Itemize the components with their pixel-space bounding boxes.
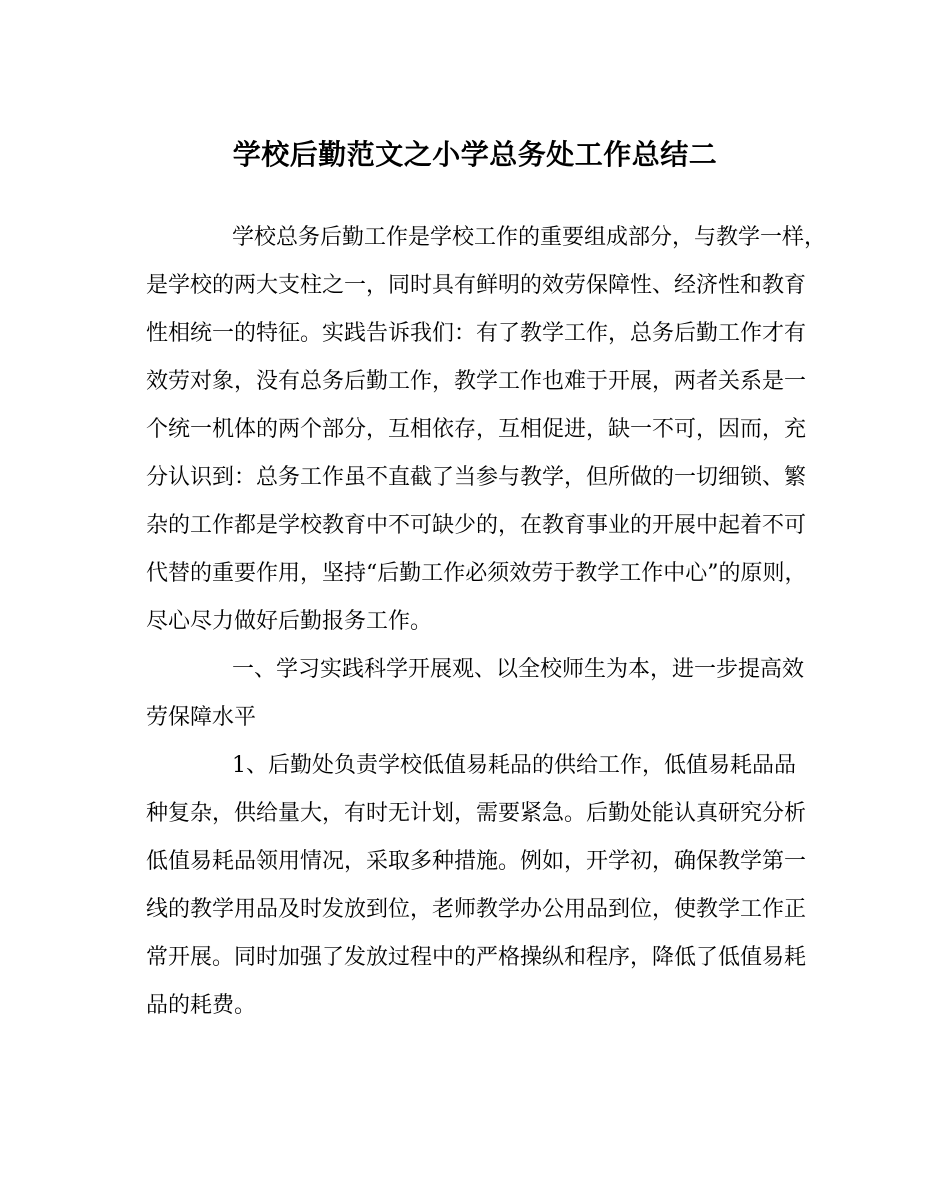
paragraph-3-line-4: 线的教学用品及时发放到位，老师教学办公用品到位，使教学工作正 [146, 897, 807, 922]
paragraph-1-line-9: 尽心尽力做好后勤报务工作。 [146, 609, 433, 634]
paragraph-3-line-6: 品的耗费。 [146, 993, 257, 1018]
paragraph-1-line-2: 是学校的两大支柱之一，同时具有鲜明的效劳保障性、经济性和教育 [146, 273, 807, 298]
paragraph-1-line-5: 个统一机体的两个部分，互相依存，互相促进，缺一不可，因而，充 [146, 417, 807, 442]
paragraph-1-line-6: 分认识到：总务工作虽不直截了当参与教学，但所做的一切细锁、繁 [146, 465, 807, 490]
section-heading-line-2: 劳保障水平 [146, 705, 257, 730]
document-title: 学校后勤范文之小学总务处工作总结二 [232, 138, 718, 171]
section-heading-line-1: 一、学习实践科学开展观、以全校师生为本，进一步提高效 [232, 657, 805, 682]
paragraph-1-line-8: 代替的重要作用，坚持“后勤工作必须效劳于教学工作中心”的原则， [146, 561, 807, 586]
paragraph-1-line-1: 学校总务后勤工作是学校工作的重要组成部分，与教学一样， [232, 225, 827, 250]
paragraph-3-line-3: 低值易耗品领用情况，采取多种措施。例如，开学初，确保教学第一 [146, 849, 807, 874]
paragraph-1-line-4: 效劳对象，没有总务后勤工作，教学工作也难于开展，两者关系是一 [146, 369, 807, 394]
paragraph-3-line-5: 常开展。同时加强了发放过程中的严格操纵和程序，降低了低值易耗 [146, 945, 807, 970]
paragraph-3-line-2: 种复杂，供给量大，有时无计划，需要紧急。后勤处能认真研究分析 [146, 801, 807, 826]
paragraph-1-line-7: 杂的工作都是学校教育中不可缺少的，在教育事业的开展中起着不可 [146, 513, 807, 538]
paragraph-3-line-1: 1、后勤处负责学校低值易耗品的供给工作，低值易耗品品 [232, 753, 796, 778]
paragraph-1-line-3: 性相统一的特征。实践告诉我们：有了教学工作，总务后勤工作才有 [146, 321, 807, 346]
